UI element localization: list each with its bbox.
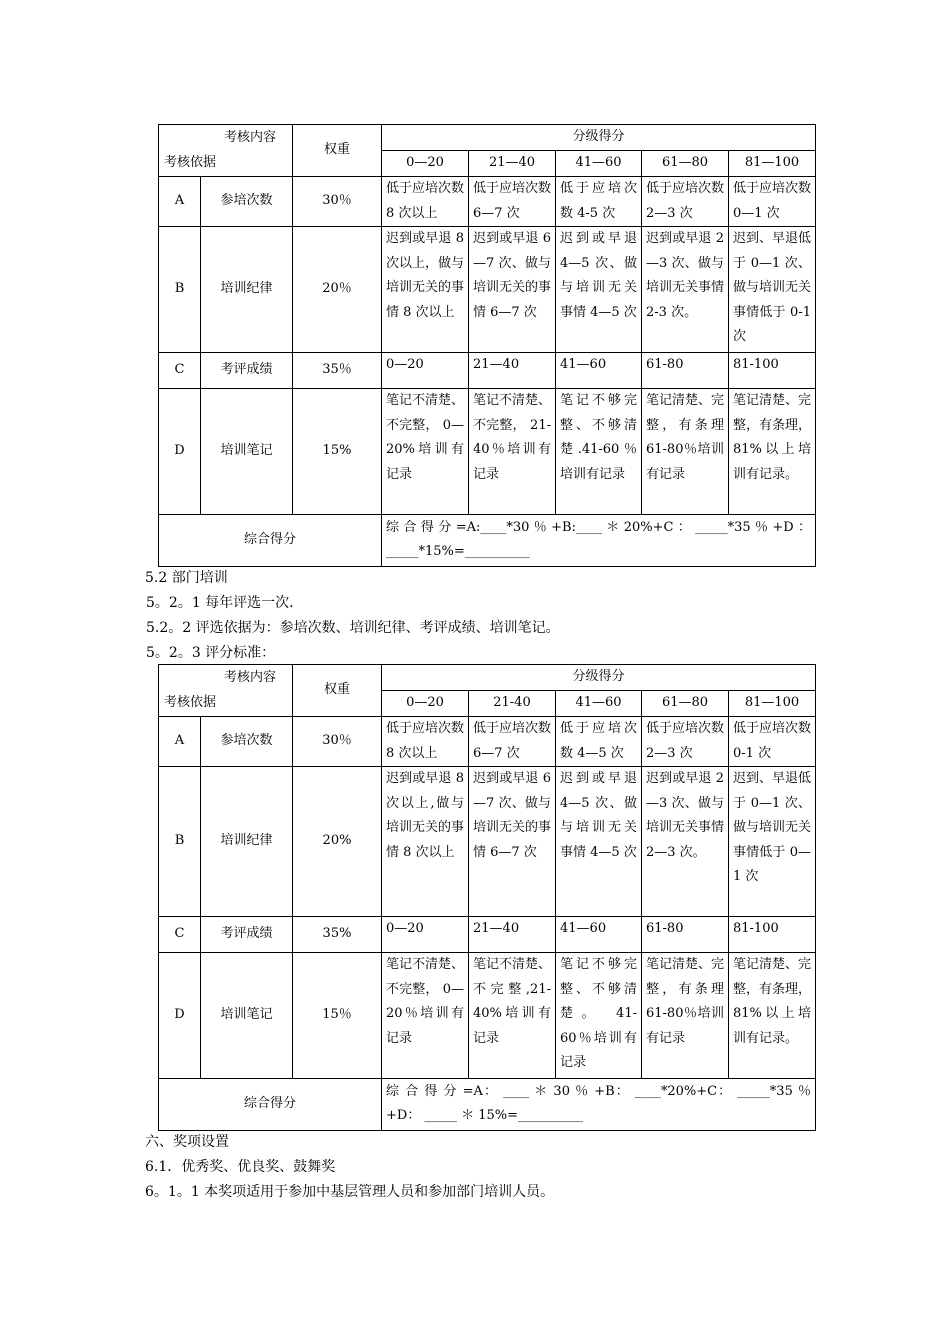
- score-table-2: [158, 664, 816, 1131]
- grade-cell: 81-100: [729, 353, 816, 389]
- grade-cell: 21—40: [469, 917, 556, 953]
- row-name: 参培次数: [201, 177, 293, 227]
- range-header: 81—100: [729, 151, 816, 177]
- grade-cell: 迟到或早退 8 次以上,做与培训无关的事情 8 次以上: [382, 767, 469, 917]
- score-table-1: [158, 124, 816, 567]
- row-weight: 35%: [293, 917, 382, 953]
- grade-cell: 笔记不清楚、不完整， 0—20％培训有记录: [382, 953, 469, 1079]
- grade-cell: 迟到或早退 2—3 次、做与培训无关事情 2—3 次。: [642, 767, 729, 917]
- grade-cell: 低于应培次数 6—7 次: [469, 177, 556, 227]
- grade-cell: 迟到或早退 4—5 次、做与培训无关事情 4—5 次: [556, 767, 642, 917]
- row-code: A: [159, 717, 201, 767]
- row-code: B: [159, 767, 201, 917]
- range-header: 41—60: [556, 691, 642, 717]
- grade-cell: 低于应培次数 4—5 次: [556, 717, 642, 767]
- paragraph: 6.1．优秀奖、优良奖、鼓舞奖: [145, 1159, 336, 1175]
- grade-cell: 笔记不清楚、不完整,21-40%培训有记录: [469, 953, 556, 1079]
- grade-cell: 低于应培次数 2—3 次: [642, 177, 729, 227]
- grade-cell: 笔记不够完整、不够清楚.41-60％培训有记录: [556, 389, 642, 515]
- range-header: 0—20: [382, 691, 469, 717]
- table-row: [159, 767, 816, 917]
- row-name: 培训笔记: [201, 953, 293, 1079]
- row-name: 参培次数: [201, 717, 293, 767]
- header-corner: [159, 125, 293, 177]
- paragraph: 6。1。1 本奖项适用于参加中基层管理人员和参加部门培训人员。: [145, 1184, 555, 1200]
- grade-cell: 迟到或早退 2—3 次、做与培训无关事情 2-3 次。: [642, 227, 729, 353]
- grade-cell: 低于应培次数 8 次以上: [382, 177, 469, 227]
- row-weight: 30％: [293, 177, 382, 227]
- grade-cell: 笔记清楚、完整，有条理 61-80％培训有记录: [642, 389, 729, 515]
- row-name: 考评成绩: [201, 353, 293, 389]
- range-header: 41—60: [556, 151, 642, 177]
- header-corner: [159, 665, 293, 717]
- row-weight: 30％: [293, 717, 382, 767]
- range-header: 21—40: [469, 151, 556, 177]
- section-heading: 六、奖项设置: [145, 1134, 229, 1150]
- grade-cell: 41—60: [556, 917, 642, 953]
- header-content-label: 考核内容: [223, 130, 276, 145]
- row-weight: 15％: [293, 953, 382, 1079]
- table-row: [159, 353, 816, 389]
- range-header: 61—80: [642, 691, 729, 717]
- header-content-label: 考核内容: [223, 670, 276, 685]
- grade-cell: 41—60: [556, 353, 642, 389]
- range-header: 61—80: [642, 151, 729, 177]
- row-code: C: [159, 917, 201, 953]
- grade-cell: 笔记不清楚、不完整， 0—20%培训有记录: [382, 389, 469, 515]
- row-weight: 20%: [293, 767, 382, 917]
- grade-cell: 21—40: [469, 353, 556, 389]
- paragraph: 5。2。3 评分标准：: [146, 645, 276, 661]
- section-heading: 5.2 部门培训: [145, 570, 228, 586]
- row-name: 考评成绩: [201, 917, 293, 953]
- range-header: 0—20: [382, 151, 469, 177]
- total-formula: 综 合 得 分 =A:____*30 ％ +B:____ ＊ 20%+C ： _____*35 ％ +D ： _____*15%=__________: [382, 515, 816, 567]
- grade-cell: 低于应培次数 0-1 次: [729, 717, 816, 767]
- table-row: [159, 717, 816, 767]
- range-header: 21-40: [469, 691, 556, 717]
- row-code: D: [159, 953, 201, 1079]
- grade-cell: 低于应培次数 4-5 次: [556, 177, 642, 227]
- weight-header: 权重: [293, 665, 382, 717]
- row-code: D: [159, 389, 201, 515]
- row-name: 培训纪律: [201, 227, 293, 353]
- grade-cell: 笔记清楚、完整，有条理 61-80％培训有记录: [642, 953, 729, 1079]
- grade-cell: 0—20: [382, 917, 469, 953]
- row-code: C: [159, 353, 201, 389]
- grade-cell: 低于应培次数 0—1 次: [729, 177, 816, 227]
- grade-cell: 低于应培次数 2—3 次: [642, 717, 729, 767]
- grade-cell: 61-80: [642, 917, 729, 953]
- header-basis-label: 考核依据: [164, 695, 217, 710]
- table-row: [159, 227, 816, 353]
- row-weight: 35％: [293, 353, 382, 389]
- table-row: [159, 953, 816, 1079]
- row-name: 培训纪律: [201, 767, 293, 917]
- total-label: 综合得分: [159, 515, 382, 567]
- row-weight: 20％: [293, 227, 382, 353]
- row-code: B: [159, 227, 201, 353]
- table-row: [159, 917, 816, 953]
- grade-cell: 迟到、早退低于 0—1 次、做与培训无关事情低于 0-1 次: [729, 227, 816, 353]
- total-formula: 综 合 得 分 =A： ____ ＊ 30 ％ +B： ____*20%+C： _____*35 ％ +D： _____ ＊ 15%=__________: [382, 1079, 816, 1131]
- grade-cell: 笔记清楚、完整，有条理， 81%以上培训有记录。: [729, 953, 816, 1079]
- grade-cell: 低于应培次数 8 次以上: [382, 717, 469, 767]
- total-row: [159, 515, 816, 567]
- paragraph: 5。2。1 每年评选一次.: [146, 595, 294, 611]
- total-row: [159, 1079, 816, 1131]
- row-name: 培训笔记: [201, 389, 293, 515]
- grade-cell: 0—20: [382, 353, 469, 389]
- paragraph: 5.2。2 评选依据为：参培次数、培训纪律、考评成绩、培训笔记。: [146, 620, 560, 636]
- grade-cell: 低于应培次数 6—7 次: [469, 717, 556, 767]
- row-code: A: [159, 177, 201, 227]
- grade-cell: 迟到或早退 8 次以上，做与培训无关的事情 8 次以上: [382, 227, 469, 353]
- grade-cell: 笔记不清楚、不完整， 21-40％培训有记录: [469, 389, 556, 515]
- grade-cell: 迟到或早退 6—7 次、做与培训无关的事情 6—7 次: [469, 227, 556, 353]
- table-row: [159, 177, 816, 227]
- grade-cell: 61-80: [642, 353, 729, 389]
- grade-cell: 笔记清楚、完整，有条理，81%以上培训有记录。: [729, 389, 816, 515]
- row-weight: 15%: [293, 389, 382, 515]
- grade-cell: 迟到或早退 6—7 次、做与培训无关的事情 6—7 次: [469, 767, 556, 917]
- total-label: 综合得分: [159, 1079, 382, 1131]
- grade-cell: 迟到或早退 4—5 次、做与培训无关事情 4—5 次: [556, 227, 642, 353]
- range-header: 81—100: [729, 691, 816, 717]
- grade-header: 分级得分: [382, 665, 816, 691]
- header-basis-label: 考核依据: [164, 155, 217, 170]
- weight-header: 权重: [293, 125, 382, 177]
- grade-cell: 笔记不够完整、不够清楚。 41-60％培训有记录: [556, 953, 642, 1079]
- grade-header: 分级得分: [382, 125, 816, 151]
- grade-cell: 迟到、早退低于 0—1 次、做与培训无关事情低于 0—1 次: [729, 767, 816, 917]
- table-row: [159, 389, 816, 515]
- grade-cell: 81-100: [729, 917, 816, 953]
